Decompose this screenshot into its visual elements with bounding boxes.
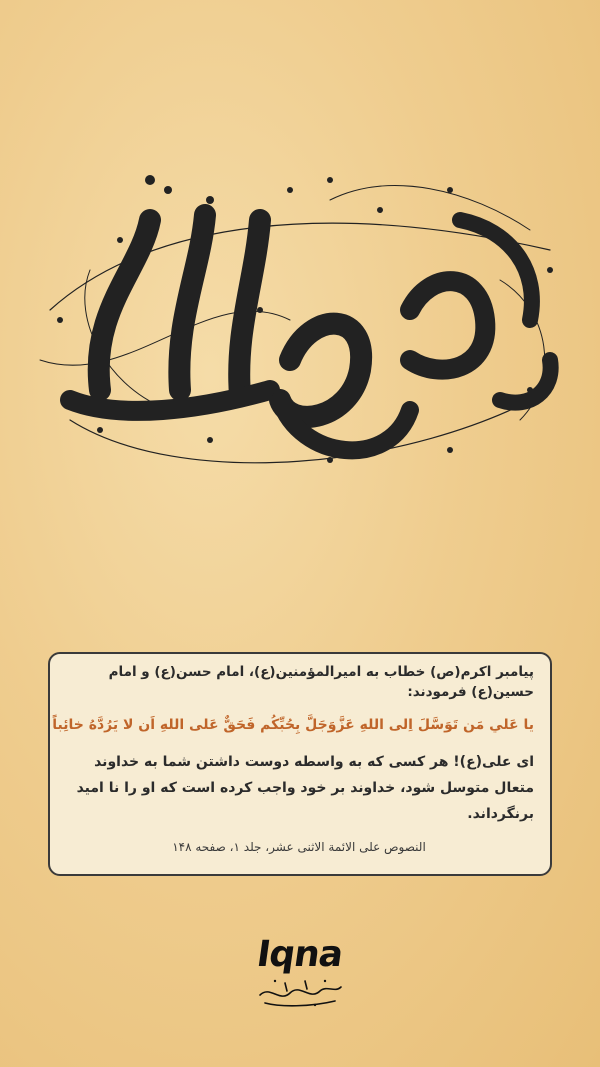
iqna-logo-word: Iqna <box>254 934 346 975</box>
hadith-source: النصوص علی الائمة الاثنی عشر، جلد ۱، صفحه ۱۴۸ <box>172 840 426 854</box>
hadith-arabic-text: يا عَلي مَن تَوَسَّلَ اِلى اللهِ عَزَّوَجَلَّ بِحُبِّكُم فَحَقٌّ عَلى اللهِ اَن لا يَرُدَّهُ خائِباً <box>52 717 534 733</box>
ali-waliullah-calligraphy <box>30 160 570 480</box>
hadith-card <box>48 652 552 876</box>
iqna-logo <box>250 935 350 1015</box>
hadith-translation: ای علی(ع)! هر کسی که به واسطه دوست داشتن شما به خداوند متعال متوسل شود، خداوند بر خود واجب کرده است که او را نا امید برنگرداند. <box>76 754 534 822</box>
iqna-logo-tagline-script <box>255 975 345 1009</box>
hadith-intro: پیامبر اکرم(ص) خطاب به امیرالمؤمنین(ع)، امام حسن(ع) و امام حسین(ع) فرمودند: <box>108 664 534 700</box>
